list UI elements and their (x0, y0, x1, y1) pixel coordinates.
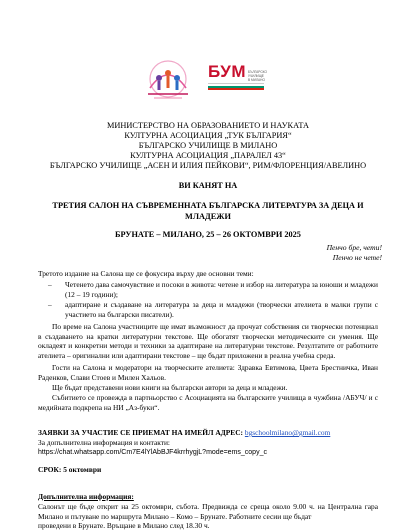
paragraph-workshops: По време на Салона участниците ще имат възможност да прочуат собствения си творчески потенциал в създаването на кратки литературни текстове. Ще обогатят творчески методическите си умения. Ще окладеят и конкретни методи и техники за адаптиране на литературни текстове. Резултатите от работните ателиета – оригинални или адаптирани текстове – ще бъдат приложени в реална учебна среда. (38, 322, 378, 360)
bullet-item-1 (48, 280, 378, 299)
whatsapp-link[interactable]: https://chat.whatsapp.com/Cm7E4lYlAbBJF4krrhygjL?mode=ems_copy_c (38, 449, 267, 456)
registration-label: ЗАЯВКИ ЗА УЧАСТИЕ СЕ ПРИЕМАТ НА ИМЕЙЛ АДРЕС: (38, 428, 244, 437)
paragraph-partners: Събитието се провежда в партньорство с Асоциацията на българските училища в чужбина /АБУЧ/ и с медийната подкрепа на НИ „Аз-буки“. (38, 393, 378, 412)
deadline-text: СРОК: 5 октомври (38, 465, 102, 474)
header-school-rome: БЪЛГАРСКО УЧИЛИЩЕ „АСЕН И ИЛИЯ ПЕЙКОВИ“, РИМ/ФЛОРЕНЦИЯ/АВЕЛИНО (49, 161, 367, 170)
header-association-2: КУЛТУРНА АСОЦИАЦИЯ „ПАРАЛЕЛ 43“ (130, 151, 286, 160)
header-school-milano: БЪЛГАРСКО УЧИЛИЩЕ В МИЛАНО (138, 141, 278, 150)
intro-text: Третото издание на Салона ще се фокусира върху две основни теми: (38, 269, 254, 278)
paragraph-guests: Гости на Салона и модератори на творческите ателиета: Здравка Евтимова, Цвета Брестничка, Иван Раденков, Слави Стоев и Милен Хальов. (38, 363, 378, 382)
bullet-dash-icon: – (48, 300, 52, 309)
bulgarian-flag-stripe (208, 83, 264, 89)
school-logo-icon (140, 58, 196, 102)
header-association-1: КУЛТУРНА АСОЦИАЦИЯ „ТУК БЪЛГАРИЯ“ (124, 131, 292, 140)
bum-logo-subtext: БЪЛГАРСКО УЧИЛИЩЕ В МИЛАНО (248, 70, 267, 82)
bum-logo-word: БУМ (208, 62, 247, 81)
registration-email-link[interactable]: bgschoolmilano@gmail.com (244, 428, 331, 437)
additional-info-text: Салонът ще бъде открит на 25 октомври, събота. Предвижда се среща около 9.00 ч. на Централна гара Милано и пътуване по маршрута Милано – Комо – Брунате. Работните сесии ще бъдат (38, 502, 378, 521)
additional-info-text-end: проведени в Брунате. Връщане в Милано след 18.30 ч. (38, 521, 210, 530)
bullet-text: Четенето дава самочувствие и посоки в живота: четене и избор на литература за юноши и младежи (12 – 19 години); (65, 280, 378, 299)
bullet-text: адаптиране и създаване на литература за деца и младежи (творчески ателиета в малки групи с участието на български писатели). (65, 300, 378, 319)
motto-line-1: Пенчо бре, чети! (326, 243, 382, 252)
bum-logo (208, 62, 308, 102)
invite-line: ВИ КАНЯТ НА (178, 181, 238, 190)
header-ministry: МИНИСТЕРСТВО НА ОБРАЗОВАНИЕТО И НАУКАТА (107, 121, 309, 130)
bullet-item-2 (48, 300, 378, 319)
event-title: ТРЕТИЯ САЛОН НА СЪВРЕМЕННАТА БЪЛГАРСКА ЛИТЕРАТУРА ЗА ДЕЦА И МЛАДЕЖИ (52, 201, 364, 221)
event-date-place: БРУНАТЕ – МИЛАНО, 25 – 26 ОКТОМВРИ 2025 (115, 230, 301, 239)
logos-row (140, 58, 310, 106)
more-info-label: За допълнителна информация и контакти: (38, 438, 170, 447)
registration-line (38, 428, 383, 438)
paragraph-books: Ще бъдат представени нови книги на български автори за деца и младежи. (52, 383, 288, 392)
motto-line-2: Пенчо не чете! (332, 253, 382, 262)
additional-info-heading: Допълнителна информация: (38, 492, 134, 501)
bullet-dash-icon: – (48, 280, 52, 289)
